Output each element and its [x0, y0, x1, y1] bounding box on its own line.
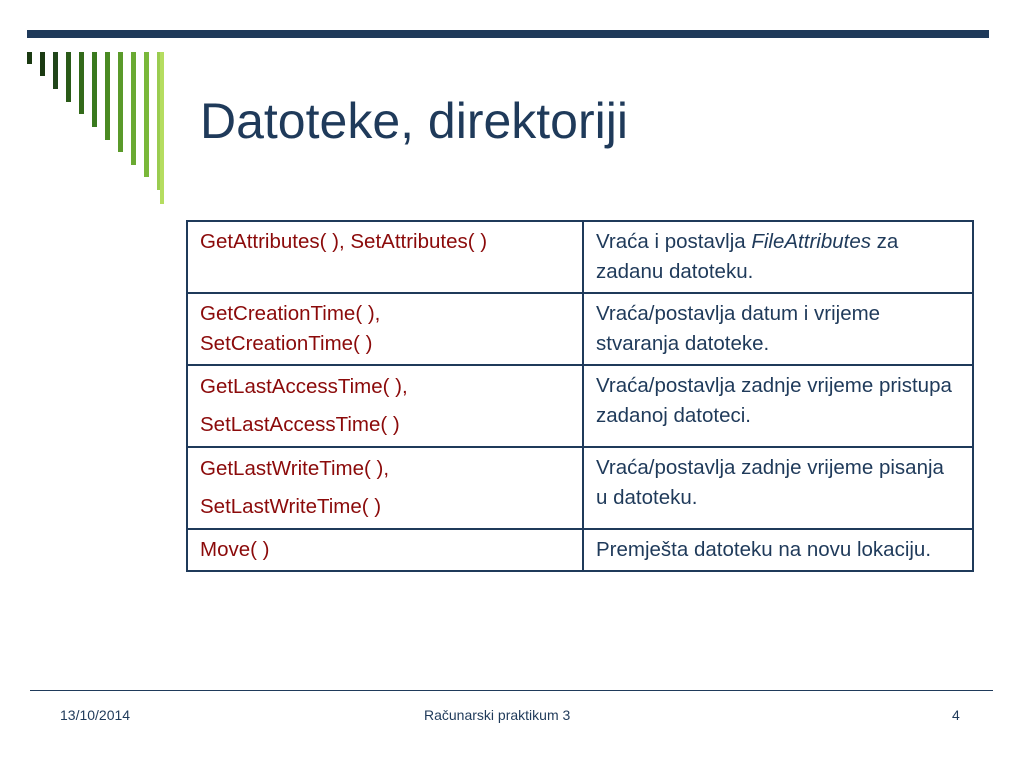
stripe — [144, 52, 149, 177]
stripe — [118, 52, 123, 152]
table-row — [187, 293, 973, 365]
description-cell — [583, 529, 973, 571]
stripe — [105, 52, 110, 140]
footer-page-number: 4 — [952, 707, 960, 723]
description-text: Vraća/postavlja datum i vrijeme stvaranja datoteke. — [596, 302, 881, 355]
method-name: Move( ) — [200, 538, 270, 561]
method-name: SetLastWriteTime( ) — [200, 495, 382, 518]
method-cell — [187, 365, 583, 447]
method-name: GetLastWriteTime( ), — [200, 457, 390, 480]
method-cell — [187, 221, 583, 293]
description-cell — [583, 447, 973, 529]
table-row — [187, 365, 973, 447]
stripe — [27, 52, 32, 64]
footer-course: Računarski praktikum 3 — [424, 707, 571, 723]
description-text: Premješta datoteku na novu lokaciju. — [596, 538, 932, 561]
stripe — [40, 52, 45, 76]
description-text: za zadanu datoteku. — [596, 230, 899, 283]
table-row — [187, 447, 973, 529]
table-row — [187, 221, 973, 293]
table-row — [187, 529, 973, 571]
description-cell — [583, 293, 973, 365]
method-name: SetLastAccessTime( ) — [200, 413, 400, 436]
stripe — [92, 52, 97, 127]
method-cell — [187, 293, 583, 365]
description-emphasis: FileAttributes — [751, 230, 871, 253]
stripe — [66, 52, 71, 102]
stripe — [53, 52, 58, 89]
top-rule — [27, 30, 989, 38]
footer-rule — [30, 690, 993, 691]
methods-table — [186, 220, 974, 572]
method-cell — [187, 447, 583, 529]
method-name: GetAttributes( ), SetAttributes( ) — [200, 230, 488, 253]
stripe — [131, 52, 136, 165]
description-text: Vraća i postavlja — [596, 230, 752, 253]
method-name: GetCreationTime( ), — [200, 302, 381, 325]
method-name: SetCreationTime( ) — [200, 332, 373, 355]
stripe — [79, 52, 84, 114]
description-cell — [583, 221, 973, 293]
description-text: Vraća/postavlja zadnje vrijeme pisanja u datoteku. — [596, 456, 944, 509]
method-cell — [187, 529, 583, 571]
method-name: GetLastAccessTime( ), — [200, 375, 408, 398]
stripe — [160, 52, 164, 204]
slide-title: Datoteke, direktoriji — [200, 93, 628, 149]
description-text: Vraća/postavlja zadnje vrijeme pristupa zadanoj datoteci. — [596, 374, 952, 427]
footer-date: 13/10/2014 — [60, 707, 131, 723]
description-cell — [583, 365, 973, 447]
